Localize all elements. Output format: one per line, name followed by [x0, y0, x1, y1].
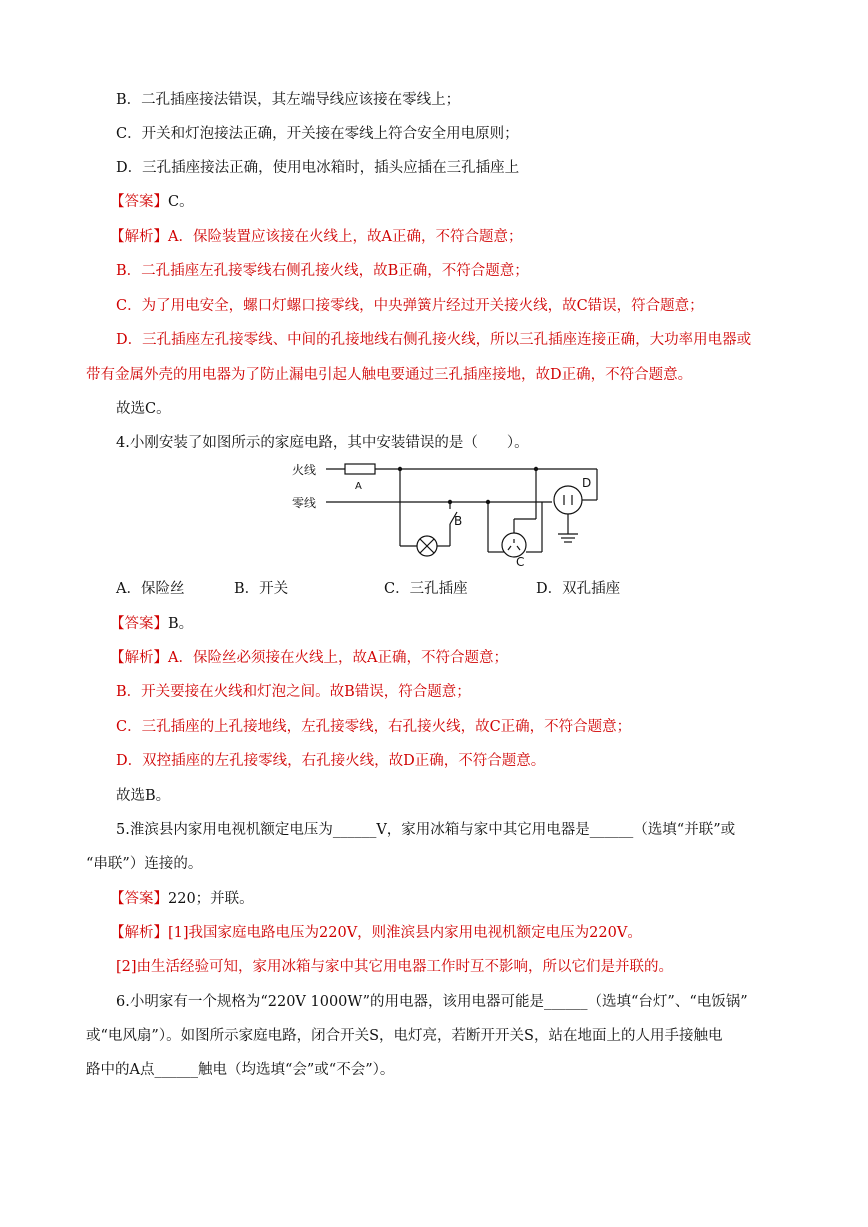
q5-answer: [110, 889, 254, 909]
label-c: C: [516, 555, 525, 568]
q3-analysis-c: C．为了用电安全，螺口灯螺口接零线，中央弹簧片经过开关接火线，故C错误，符合题意；: [116, 298, 704, 314]
answer-tag: 【答案】: [110, 616, 168, 632]
label-a: A: [355, 481, 362, 492]
analysis-tag: 【解析】: [110, 925, 168, 941]
answer-value: B。: [168, 616, 194, 632]
analysis-tag: 【解析】: [110, 229, 168, 245]
neutral-wire-label: 零线: [292, 496, 317, 510]
q3-analysis-d-line2: 带有金属外壳的用电器为了防止漏电引起人触电要通过三孔插座接地，故D正确，不符合题意。: [86, 367, 693, 383]
q6-stem-line2: 或“电风扇”）。如图所示家庭电路，闭合开关S，电灯亮，若断开开关S，站在地面上的人用手接触电: [86, 1028, 723, 1044]
live-wire-label: 火线: [292, 463, 317, 477]
q6-stem-line3: 路中的A点______触电（均选填“会”或“不会”）。: [86, 1062, 395, 1078]
circuit-diagram: [290, 456, 610, 568]
q6-stem-line1: 6.小明家有一个规格为“220V 1000W”的用电器，该用电器可能是______（选填“台灯”、“电饭锅”: [116, 994, 748, 1010]
q4-analysis-b: B．开关要接在火线和灯泡之间。故B错误，符合题意；: [116, 684, 471, 700]
q4-analysis-d: D．双控插座的左孔接零线，右孔接火线，故D正确，不符合题意。: [116, 753, 546, 769]
q5-stem-line2: “串联”）连接的。: [86, 856, 203, 872]
q3-conclusion: 故选C。: [116, 401, 171, 417]
q3-option-b: B．二孔插座接法错误，其左端导线应该接在零线上；: [116, 92, 461, 108]
q3-option-c: C．开关和灯泡接法正确，开关接在零线上符合安全用电原则；: [116, 126, 519, 142]
label-b: B: [454, 514, 463, 528]
q4-stem: 4.小刚安装了如图所示的家庭电路，其中安装错误的是（ ）。: [116, 435, 529, 451]
q5-stem-line1: 5.淮滨县内家用电视机额定电压为______V，家用冰箱与家中其它用电器是______（选填“并联”或: [116, 822, 736, 838]
analysis-tag: 【解析】: [110, 650, 168, 666]
q4-answer: [110, 614, 193, 634]
q4-option-a: A．保险丝: [116, 581, 185, 597]
answer-value: C。: [168, 194, 194, 210]
answer-tag: 【答案】: [110, 194, 168, 210]
q5-analysis-2: [2]由生活经验可知，家用冰箱与家中其它用电器工作时互不影响，所以它们是并联的。: [116, 959, 674, 975]
two-hole-socket: [554, 486, 582, 514]
q3-analysis-d-line1: D．三孔插座左孔接零线、中间的孔接地线右侧孔接火线，所以三孔插座连接正确，大功率用电器或: [116, 332, 752, 348]
q3-analysis-a: [110, 227, 522, 247]
analysis-text: A．保险丝必须接在火线上，故A正确，不符合题意；: [168, 650, 508, 666]
label-d: D: [582, 476, 592, 490]
fuse: [345, 464, 375, 474]
analysis-text: A．保险装置应该接在火线上，故A正确，不符合题意；: [168, 229, 523, 245]
answer-value: 220；并联。: [168, 891, 254, 907]
q4-option-b: B．开关: [234, 581, 289, 597]
analysis-text: [1]我国家庭电路电压为220V，则淮滨县内家用电视机额定电压为220V。: [168, 925, 642, 941]
answer-tag: 【答案】: [110, 891, 168, 907]
q3-analysis-b: B．二孔插座左孔接零线右侧孔接火线，故B正确，不符合题意；: [116, 263, 529, 279]
q5-analysis-1: [110, 923, 642, 943]
q4-analysis-a: [110, 648, 508, 668]
q3-answer: [110, 192, 194, 212]
q4-options: [116, 579, 676, 599]
q3-option-d: D．三孔插座接法正确，使用电冰箱时，插头应插在三孔插座上: [116, 160, 520, 176]
q4-conclusion: 故选B。: [116, 788, 171, 804]
q4-option-c: C．三孔插座: [384, 581, 468, 597]
q4-option-d: D．双孔插座: [536, 581, 621, 597]
three-hole-socket: [502, 533, 526, 557]
q4-analysis-c: C．三孔插座的上孔接地线，左孔接零线，右孔接火线，故C正确，不符合题意；: [116, 719, 632, 735]
